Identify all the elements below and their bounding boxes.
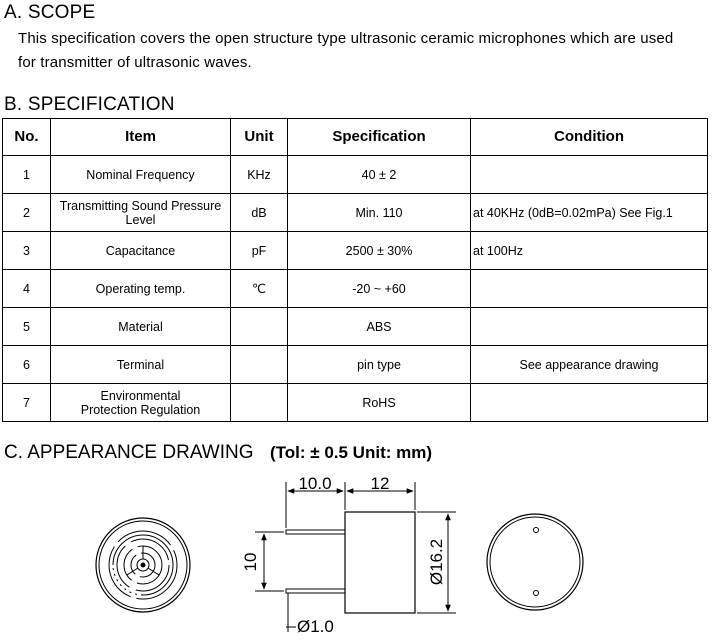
table-row bbox=[3, 194, 708, 232]
row-spec: -20 ~ +60 bbox=[288, 270, 471, 308]
row-no: 2 bbox=[3, 194, 51, 232]
row-spec: pin type bbox=[288, 346, 471, 384]
row-no: 5 bbox=[3, 308, 51, 346]
row-no: 3 bbox=[3, 232, 51, 270]
row-no: 7 bbox=[3, 384, 51, 422]
row-condition bbox=[471, 308, 708, 346]
row-condition: at 100Hz bbox=[471, 232, 708, 270]
row-unit bbox=[231, 346, 288, 384]
row-item-line-1: Material bbox=[118, 319, 163, 334]
table-row bbox=[3, 270, 708, 308]
row-spec: RoHS bbox=[288, 384, 471, 422]
back-view bbox=[487, 514, 583, 610]
row-no: 6 bbox=[3, 346, 51, 384]
row-item bbox=[51, 384, 231, 422]
row-condition bbox=[471, 270, 708, 308]
row-no: 4 bbox=[3, 270, 51, 308]
specification-table bbox=[2, 118, 708, 422]
row-spec: Min. 110 bbox=[288, 194, 471, 232]
row-item bbox=[51, 308, 231, 346]
row-item bbox=[51, 194, 231, 232]
dim-pin-spacing: 10 bbox=[241, 552, 260, 572]
row-item-line-1: Environmental bbox=[100, 388, 181, 403]
table-row bbox=[3, 346, 708, 384]
row-spec: 40 ± 2 bbox=[288, 156, 471, 194]
row-condition: at 40KHz (0dB=0.02mPa) See Fig.1 bbox=[471, 194, 708, 232]
row-item-line-1: Nominal Frequency bbox=[86, 167, 195, 182]
row-item-line-1: Transmitting Sound Pressure bbox=[59, 198, 222, 213]
scope-line-1: This specification covers the open structure type ultrasonic ceramic microphones which are used bbox=[18, 30, 674, 47]
dim-diameter: Ø16.2 bbox=[427, 538, 446, 586]
row-item-line-1: Capacitance bbox=[105, 243, 176, 258]
column-header-specification: Specification bbox=[288, 119, 471, 156]
row-item bbox=[51, 270, 231, 308]
column-header-condition: Condition bbox=[471, 119, 708, 156]
row-unit: KHz bbox=[231, 156, 288, 194]
appearance-heading: C. APPEARANCE DRAWING bbox=[4, 442, 254, 463]
table-row bbox=[3, 308, 708, 346]
dim-body-length: 12 bbox=[370, 474, 390, 493]
row-item-line-2: Level bbox=[125, 212, 156, 227]
row-unit: dB bbox=[231, 194, 288, 232]
pin-hole-bottom bbox=[534, 591, 539, 596]
table-row bbox=[3, 156, 708, 194]
front-view-grille bbox=[96, 518, 190, 612]
appearance-drawing bbox=[0, 462, 712, 642]
side-view bbox=[255, 482, 456, 632]
table-row bbox=[3, 232, 708, 270]
column-header-unit: Unit bbox=[231, 119, 288, 156]
row-item-line-2: Protection Regulation bbox=[80, 402, 201, 417]
scope-description bbox=[18, 27, 708, 75]
row-no: 1 bbox=[3, 156, 51, 194]
row-unit: pF bbox=[231, 232, 288, 270]
column-header-item: Item bbox=[51, 119, 231, 156]
row-item bbox=[51, 346, 231, 384]
row-unit bbox=[231, 384, 288, 422]
table-header-row bbox=[3, 119, 708, 156]
tolerance-note: (Tol: ± 0.5 Unit: mm) bbox=[270, 443, 433, 462]
row-condition bbox=[471, 156, 708, 194]
row-unit: ℃ bbox=[231, 270, 288, 308]
dim-pin-length: 10.0 bbox=[298, 474, 332, 493]
row-item-line-1: Operating temp. bbox=[95, 281, 186, 296]
row-item bbox=[51, 232, 231, 270]
row-item bbox=[51, 156, 231, 194]
scope-line-2: for transmitter of ultrasonic waves. bbox=[18, 54, 252, 71]
row-unit bbox=[231, 308, 288, 346]
pin-hole-top bbox=[534, 528, 539, 533]
row-condition bbox=[471, 384, 708, 422]
table-row bbox=[3, 384, 708, 422]
row-spec: ABS bbox=[288, 308, 471, 346]
dim-pin-diameter: Ø1.0 bbox=[297, 617, 334, 636]
row-spec: 2500 ± 30% bbox=[288, 232, 471, 270]
column-header-no: No. bbox=[3, 119, 51, 156]
row-item-line-1: Terminal bbox=[116, 357, 165, 372]
row-condition: See appearance drawing bbox=[471, 346, 708, 384]
specification-heading: B. SPECIFICATION bbox=[4, 94, 175, 115]
scope-heading: A. SCOPE bbox=[4, 2, 96, 23]
